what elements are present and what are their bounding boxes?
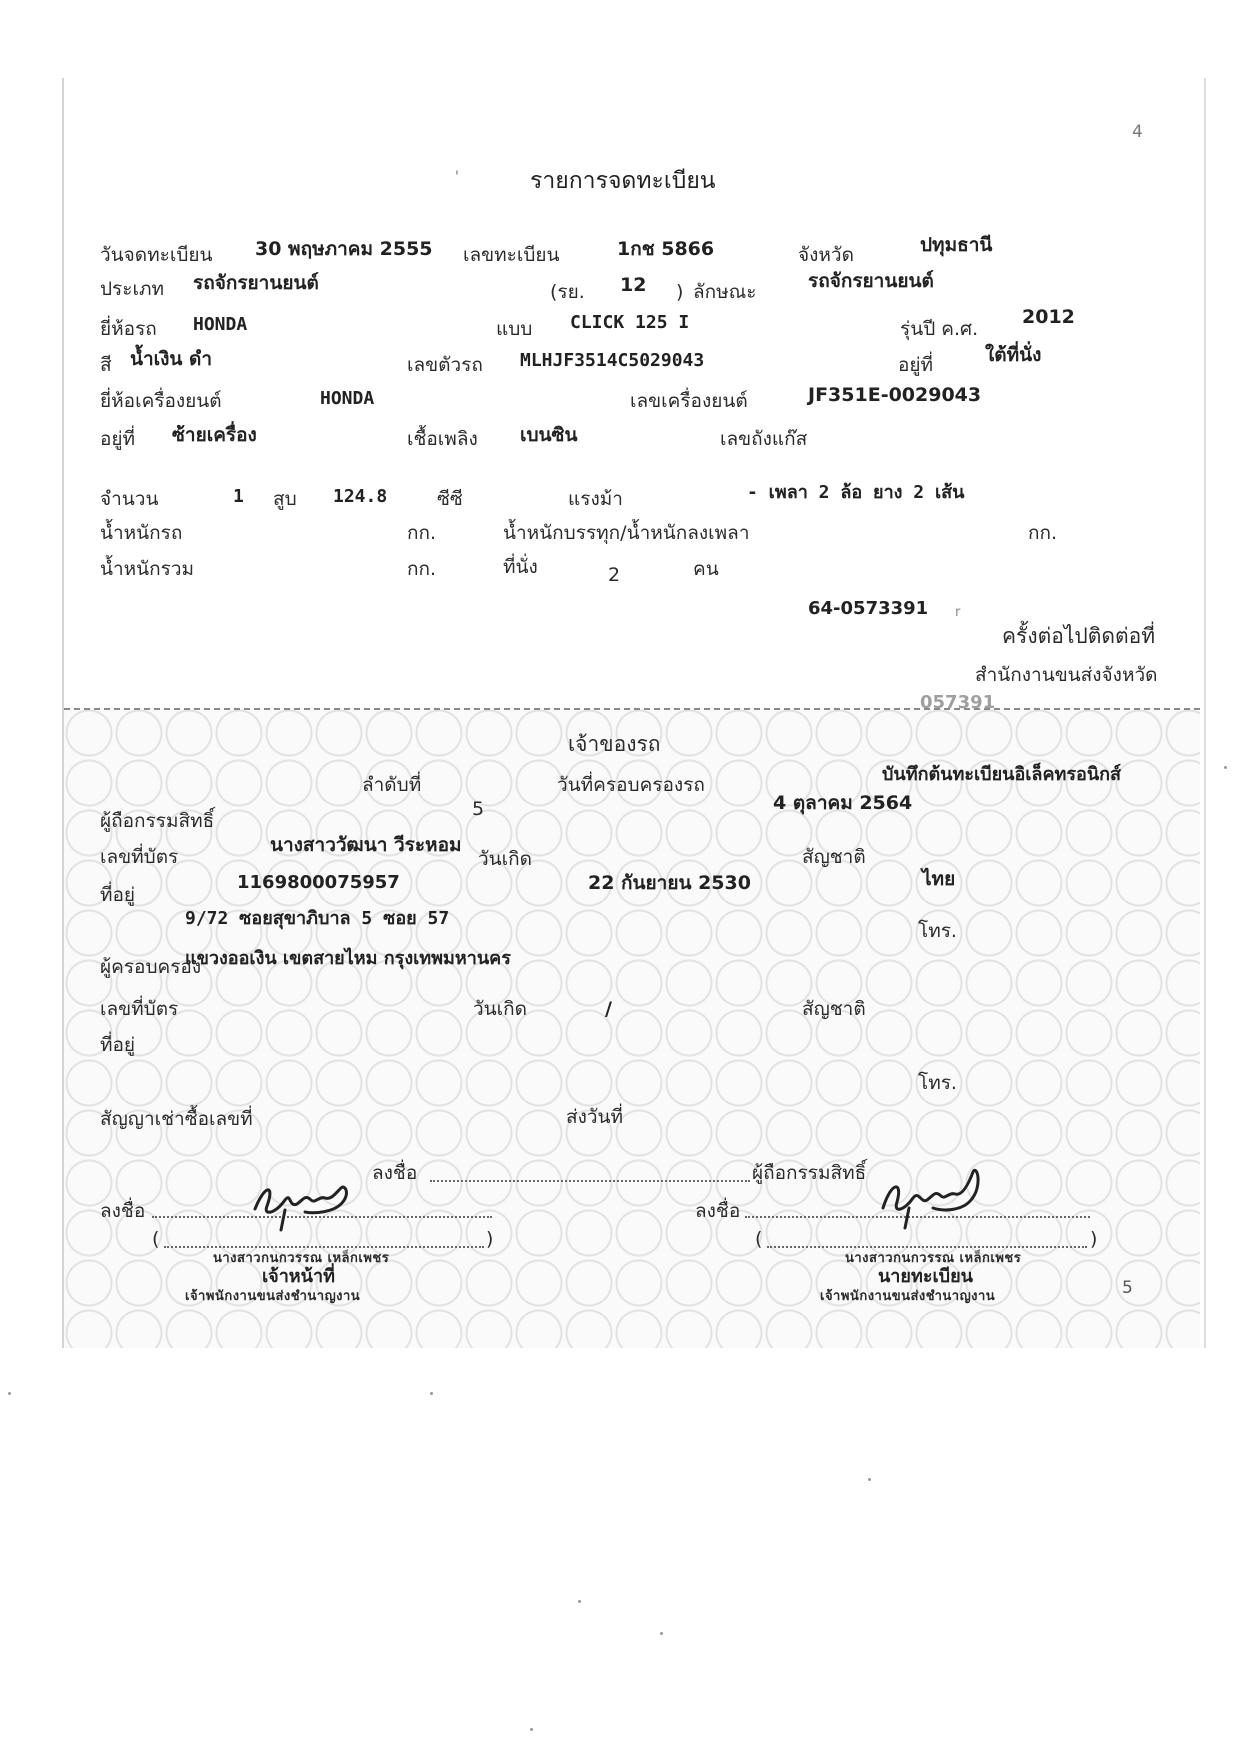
qty-value: 1 — [233, 486, 244, 507]
birth-date-label-2: วันเกิด — [473, 998, 527, 1020]
possessor-label: ผู้ครอบครอง — [100, 956, 202, 978]
reg-date-label: วันจดทะเบียน — [100, 244, 213, 266]
sign-label-right: ลงชื่อ — [695, 1200, 741, 1222]
name-line-left — [164, 1246, 484, 1248]
fuel-value: เบนซิน — [520, 424, 578, 446]
next-contact-label: ครั้งต่อไปติดต่อที่ — [1002, 624, 1156, 648]
chassis-loc: ใต้ที่นั่ง — [985, 344, 1042, 366]
persons-label: คน — [693, 558, 719, 580]
address-line-2: แขวงออเงิน เขตสายไหม กรุงเทพมหานคร — [185, 948, 511, 969]
scan-speck — [1224, 766, 1227, 769]
engine-no: JF351E-0029043 — [808, 384, 982, 406]
holder-signature-left — [245, 1164, 375, 1234]
possession-date-label: วันที่ครอบครองรถ — [557, 774, 705, 796]
province-label: จังหวัด — [798, 244, 854, 266]
cc-value: 124.8 — [333, 486, 388, 507]
title-mark: ' — [455, 169, 459, 185]
scan-speck — [430, 1392, 433, 1395]
sign-line-middle — [430, 1180, 750, 1182]
address-label-2: ที่อยู่ — [100, 1034, 136, 1056]
type-label: ประเภท — [100, 278, 165, 300]
transport-office: สำนักงานขนส่งจังหวัด — [975, 664, 1158, 686]
type-value: รถจักรยานยนต์ — [193, 272, 319, 294]
id-card-label: เลขที่บัตร — [100, 846, 179, 868]
owner-name: นางสาววัฒนา วีระหอม — [270, 834, 462, 856]
scan-speck — [530, 1728, 533, 1731]
open-paren-left: ( — [152, 1228, 160, 1250]
possession-date: 4 ตุลาคม 2564 — [773, 792, 913, 814]
scan-speck — [660, 1632, 663, 1635]
holder-signature-right — [875, 1158, 995, 1230]
office-stamp: 057391 — [920, 692, 996, 713]
sequence-value: 5 — [472, 798, 485, 820]
owner-section-title: เจ้าของรถ — [568, 732, 661, 756]
engine-loc: ซ้ายเครื่อง — [172, 424, 257, 446]
page-number-bottom: 5 — [1122, 1278, 1133, 1298]
gross-weight-label: น้ำหนักรวม — [100, 558, 195, 580]
color-value: น้ำเงิน ดำ — [130, 348, 213, 370]
engine-no-label: เลขเครื่องยนต์ — [630, 390, 748, 412]
section-divider — [64, 708, 1200, 710]
nationality-label-2: สัญชาติ — [802, 998, 866, 1020]
officer-name-right: นางสาวกนกวรรณ เหล็กเพชร — [845, 1251, 1022, 1266]
officer-title-right: เจ้าพนักงานขนส่งชำนาญงาน — [820, 1289, 996, 1304]
lease-contract-label: สัญญาเช่าซื้อเลขที่ — [100, 1108, 253, 1130]
model-year-label: รุ่นปี ค.ศ. — [900, 318, 979, 340]
open-paren-right: ( — [755, 1228, 763, 1250]
seats-label: ที่นั่ง — [503, 556, 538, 578]
weight-label: น้ำหนักรถ — [100, 522, 183, 544]
load-label: น้ำหนักบรรทุก/น้ำหนักลงเพลา — [503, 522, 750, 544]
reg-date: 30 พฤษภาคม 2555 — [255, 238, 433, 260]
birth-date: 22 กันยายน 2530 — [588, 872, 751, 894]
document-title: รายการจดทะเบียน — [530, 168, 716, 194]
qty-label: จำนวน — [100, 488, 159, 510]
brand-label: ยี่ห้อรถ — [100, 318, 157, 340]
scan-speck — [868, 1478, 871, 1481]
reference-number: 64-0573391 — [808, 598, 929, 619]
sign-label-middle: ลงชื่อ — [372, 1162, 418, 1184]
ry-value: 12 — [620, 274, 647, 296]
phone-label-2: โทร. — [918, 1072, 957, 1094]
birth-date-label: วันเกิด — [478, 848, 532, 870]
holder-sign-label: ผู้ถือกรรมสิทธิ์ — [752, 1162, 867, 1184]
chassis-value: MLHJF3514C5029043 — [520, 350, 705, 371]
id-card-label-2: เลขที่บัตร — [100, 998, 179, 1020]
close-paren-left: ) — [486, 1228, 494, 1250]
sequence-label: ลำดับที่ — [362, 774, 422, 796]
holder-label: ผู้ถือกรรมสิทธิ์ — [100, 810, 215, 832]
color-label: สี — [100, 354, 112, 376]
kg-unit-3: กก. — [407, 558, 437, 580]
province: ปทุมธานี — [920, 234, 993, 256]
scan-speck — [8, 1392, 11, 1395]
name-line-right — [767, 1246, 1087, 1248]
fuel-label: เชื้อเพลิง — [407, 428, 478, 450]
style-value: รถจักรยานยนต์ — [808, 270, 934, 292]
close-paren-right: ) — [1090, 1228, 1098, 1250]
e-record-label: บันทึกต้นทะเบียนอิเล็คทรอนิกส์ — [882, 764, 1122, 785]
officer-role-right: นายทะเบียน — [878, 1266, 973, 1287]
reg-no-label: เลขทะเบียน — [463, 244, 560, 266]
style-label: ลักษณะ — [693, 281, 757, 303]
brand-value: HONDA — [193, 314, 248, 335]
officer-role-left: เจ้าหน้าที่ — [262, 1266, 335, 1287]
chassis-loc-label: อยู่ที่ — [898, 354, 934, 376]
officer-title-left: เจ้าพนักงานขนส่งชำนาญงาน — [185, 1289, 361, 1304]
officer-name-left: นางสาวกนกวรรณ เหล็กเพชร — [213, 1251, 390, 1266]
nationality-label: สัญชาติ — [802, 846, 866, 868]
engine-brand-label: ยี่ห้อเครื่องยนต์ — [100, 390, 222, 412]
ry-label: (รย. — [550, 281, 585, 303]
phone-label: โทร. — [918, 920, 957, 942]
address-label: ที่อยู่ — [100, 884, 136, 906]
page-number-top: 4 — [1132, 122, 1143, 142]
hp-label: แรงม้า — [568, 488, 623, 510]
kg-unit-2: กก. — [1028, 522, 1058, 544]
model-value: CLICK 125 I — [570, 312, 690, 333]
ry-close: ) — [676, 281, 684, 303]
ref-tick-mark: r — [955, 605, 961, 620]
kg-unit-1: กก. — [407, 522, 437, 544]
engine-loc-label: อยู่ที่ — [100, 428, 136, 450]
model-label: แบบ — [496, 318, 533, 340]
engine-brand: HONDA — [320, 388, 375, 409]
delivery-date-label: ส่งวันที่ — [566, 1106, 624, 1128]
axle-info: - เพลา 2 ล้อ ยาง 2 เส้น — [747, 482, 965, 503]
sign-label-left: ลงชื่อ — [100, 1200, 146, 1222]
model-year: 2012 — [1022, 306, 1075, 328]
id-card-number: 1169800075957 — [237, 872, 400, 893]
birth-date-mark: / — [605, 998, 612, 1020]
address-line-1: 9/72 ซอยสุขาภิบาล 5 ซอย 57 — [185, 908, 450, 929]
seats-value: 2 — [608, 564, 621, 586]
gas-tank-label: เลขถังแก๊ส — [720, 428, 808, 450]
nationality: ไทย — [922, 868, 956, 890]
chassis-label: เลขตัวรถ — [407, 354, 483, 376]
scan-speck — [578, 1600, 581, 1603]
cc-label: ซีซี — [437, 488, 463, 510]
reg-no: 1กช 5866 — [617, 238, 715, 260]
cylinder-label: สูบ — [273, 488, 297, 510]
